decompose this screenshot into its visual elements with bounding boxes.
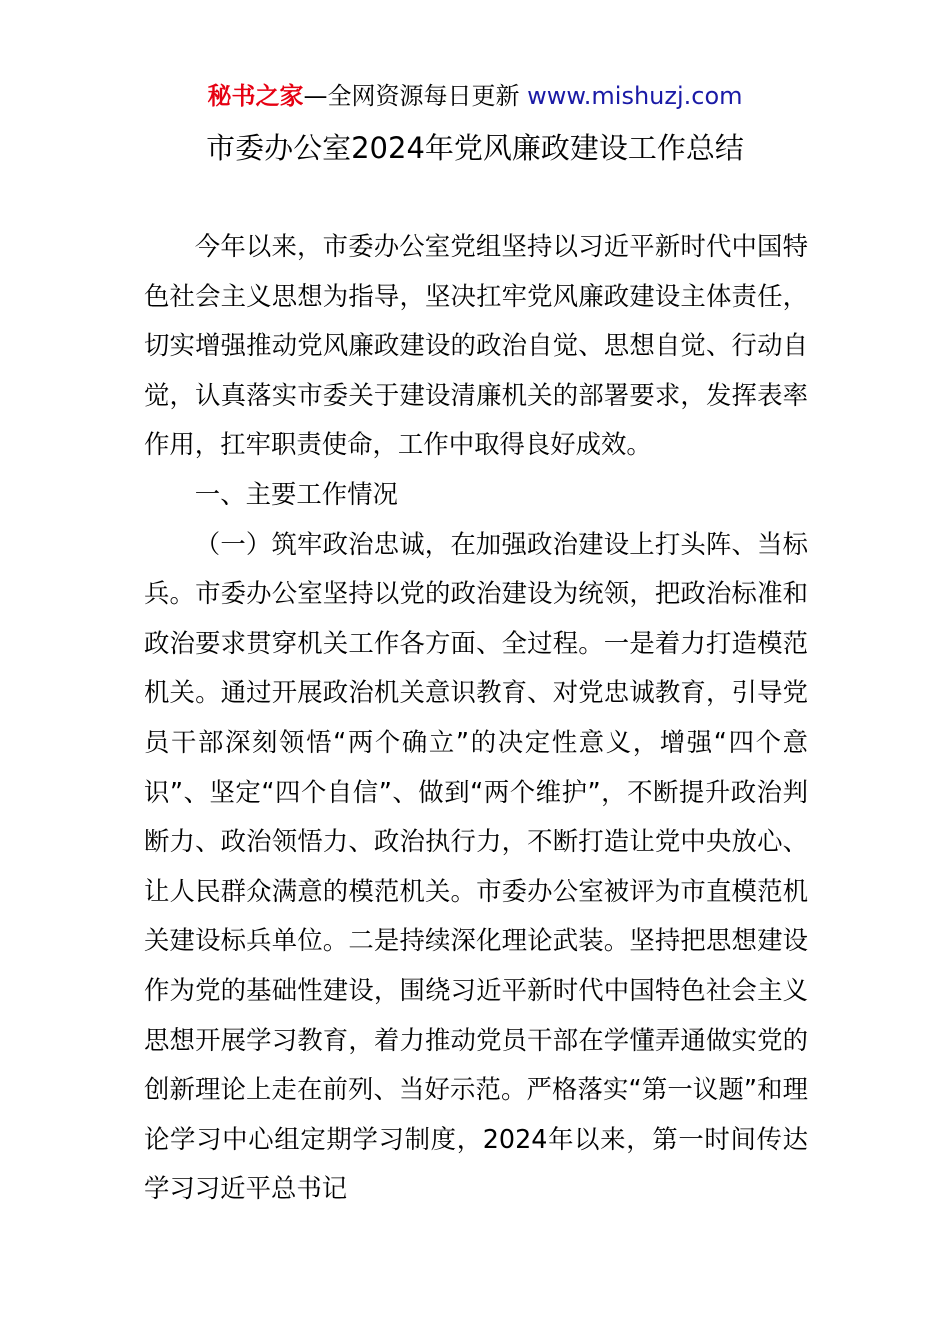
document-title: 市委办公室2024年党风廉政建设工作总结 [206, 131, 744, 165]
document-body [144, 222, 808, 1214]
intro-paragraph: 今年以来，市委办公室党组坚持以习近平新时代中国特色社会主义思想为指导，坚决扛牢党风廉政建设主体责任，切实增强推动党风廉政建设的政治自觉、思想自觉、行动自觉，认真落实市委关于建设清廉机关的部署要求，发挥表率作用，扛牢职责使命，工作中取得良好成效。 [144, 231, 808, 460]
site-tagline: —全网资源每日更新 [303, 82, 520, 110]
site-header [0, 80, 950, 112]
section-heading: 一、主要工作情况 [194, 478, 398, 509]
subsection-paragraph: （一）筑牢政治忠诚，在加强政治建设上打头阵、当标兵。市委办公室坚持以党的政治建设为统领，把政治标准和政治要求贯穿机关工作各方面、全过程。一是着力打造模范机关。通过开展政治机关意识教育、对党忠诚教育，引导党员干部深刻领悟“两个确立”的决定性意义，增强“四个意识”、坚定“四个自信”、做到“两个维护”，不断提升政治判断力、政治领悟力、政治执行力，不断打造让党中央放心、让人民群众满意的模范机关。市委办公室被评为市直模范机关建设标兵单位。二是持续深化理论武装。坚持把思想建设作为党的基础性建设，围绕习近平新时代中国特色社会主义思想开展学习教育，着力推动党员干部在学懂弄通做实党的创新理论上走在前列、当好示范。严格落实“第一议题”和理论学习中心组定期学习制度，2024年以来，第一时间传达学习习近平总书记 [144, 528, 808, 1204]
site-url-link[interactable]: www.mishuzj.com [527, 82, 743, 110]
site-brand: 秘书之家 [207, 82, 304, 110]
